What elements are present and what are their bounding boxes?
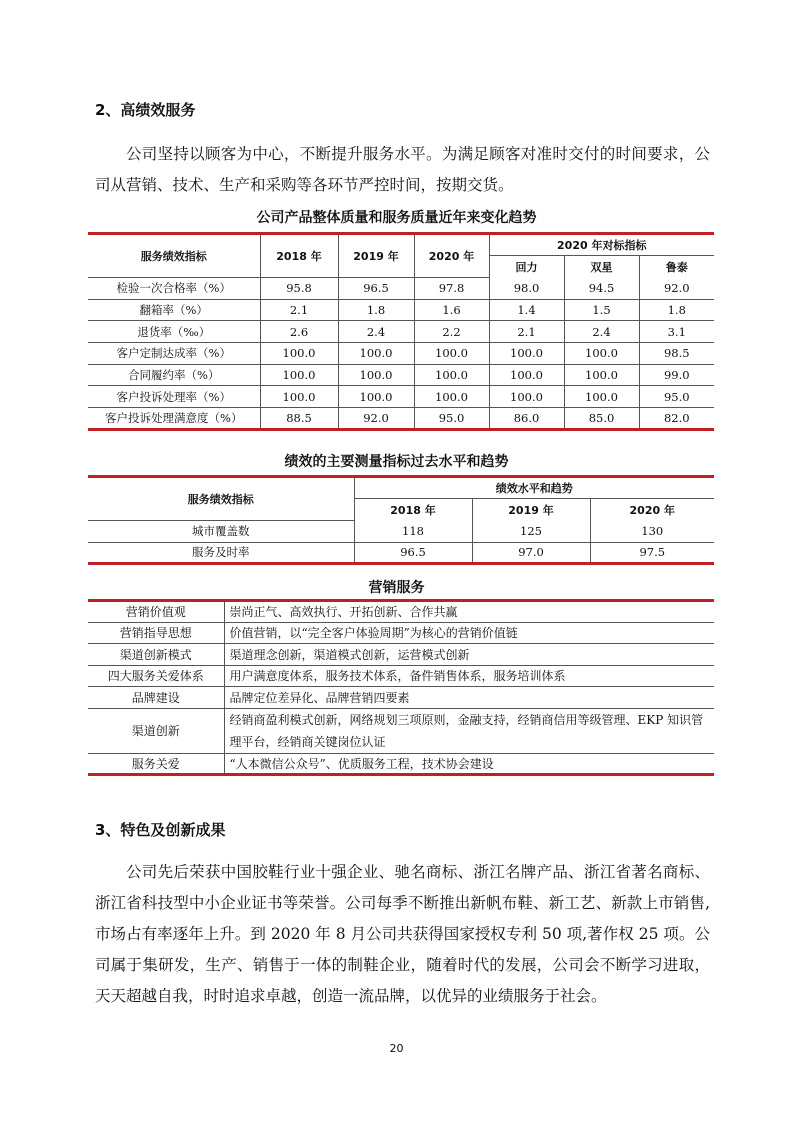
table-2-cell: 96.5: [354, 542, 472, 564]
table-row: [88, 542, 714, 564]
table-1-cell: 92.0: [639, 278, 714, 300]
table-1-header-lutai: 鲁泰: [639, 256, 714, 278]
table-1-cell: 100.0: [414, 343, 489, 365]
table-1-cell: 100.0: [564, 343, 639, 365]
table-2-cell: 130: [590, 521, 714, 543]
table-3-row-label: 渠道创新模式: [88, 644, 224, 666]
table-1-cell: 1.5: [564, 299, 639, 321]
table-2-header-2018: 2018 年: [354, 499, 472, 521]
section-3-heading: 3、特色及创新成果: [95, 821, 226, 839]
table-1-cell: 95.0: [414, 408, 489, 430]
table-1-cell: 1.8: [338, 299, 414, 321]
table-1-cell: 97.8: [414, 278, 489, 300]
section-2-paragraph: 公司坚持以顾客为中心，不断提升服务水平。为满足顾客对准时交付的时间要求，公司从营销、技术、生产和采购等各环节严控时间，按期交货。: [95, 145, 710, 194]
table-1-cell: 2.4: [564, 321, 639, 343]
table-1-cell: 3.1: [639, 321, 714, 343]
performance-trend-table: [88, 475, 714, 565]
table-1-cell: 96.5: [338, 278, 414, 300]
table-1-header-2020: 2020 年: [414, 234, 489, 278]
table-row: [88, 364, 714, 386]
table-3-row-text: “人本微信公众号”、优质服务工程，技术协会建设: [224, 753, 714, 775]
section-2-heading: 2、高绩效服务: [95, 101, 196, 119]
table-1-cell: 100.0: [260, 386, 338, 408]
table-1-cell: 85.0: [564, 408, 639, 430]
table-2-header-indicator: 服务绩效指标: [88, 477, 354, 521]
table-row: [88, 278, 714, 300]
table-row: [88, 321, 714, 343]
table-1-cell: 2.2: [414, 321, 489, 343]
table-3-row-label: 服务关爱: [88, 753, 224, 775]
table-row: [88, 521, 714, 543]
table-row: [88, 622, 714, 644]
table-1-header-indicator: 服务绩效指标: [88, 234, 260, 278]
table-1-cell: 2.6: [260, 321, 338, 343]
table-1-cell: 86.0: [489, 408, 564, 430]
table-1-header-2018: 2018 年: [260, 234, 338, 278]
table-1-cell: 98.0: [489, 278, 564, 300]
table-3-caption: 营销服务: [368, 580, 425, 596]
table-1-cell: 100.0: [489, 364, 564, 386]
table-1-header-huili: 回力: [489, 256, 564, 278]
table-1-cell: 100.0: [489, 343, 564, 365]
table-1-cell: 95.0: [639, 386, 714, 408]
marketing-service-table: [88, 599, 714, 776]
table-3-row-text: 价值营销，以“完全客户体验周期”为核心的营销价值链: [224, 622, 714, 644]
table-1-cell: 100.0: [338, 343, 414, 365]
table-1-cell: 1.4: [489, 299, 564, 321]
table-3-row-label: 四大服务关爱体系: [88, 665, 224, 687]
table-1-row-label: 客户定制达成率（%）: [88, 343, 260, 365]
table-3-row-text: 品牌定位差异化、品牌营销四要素: [224, 687, 714, 709]
table-1-cell: 100.0: [564, 364, 639, 386]
table-1-cell: 100.0: [414, 364, 489, 386]
table-2-header-trend: 绩效水平和趋势: [354, 477, 714, 499]
table-1-cell: 100.0: [338, 386, 414, 408]
table-row: [88, 299, 714, 321]
table-3-row-label: 渠道创新: [88, 708, 224, 753]
table-3-row-text: 经销商盈利模式创新，网络规划三项原则，金融支持，经销商信用等级管理、EKP 知识管理平台，经销商关键岗位认证: [224, 708, 714, 753]
quality-service-table: [88, 232, 714, 431]
table-1-header-shuangxing: 双星: [564, 256, 639, 278]
table-row: [88, 343, 714, 365]
table-1-cell: 2.1: [260, 299, 338, 321]
table-1-row-label: 客户投诉处理率（%）: [88, 386, 260, 408]
table-1-cell: 98.5: [639, 343, 714, 365]
table-3-row-label: 营销指导思想: [88, 622, 224, 644]
table-1-cell: 100.0: [489, 386, 564, 408]
table-2-cell: 97.0: [472, 542, 590, 564]
table-row: [88, 386, 714, 408]
table-1-cell: 2.4: [338, 321, 414, 343]
table-row: [88, 687, 714, 709]
table-row: [88, 665, 714, 687]
table-1-cell: 100.0: [338, 364, 414, 386]
table-1-header-benchmark: 2020 年对标指标: [489, 234, 714, 256]
table-1-row-label: 客户投诉处理满意度（%）: [88, 408, 260, 430]
table-2-cell: 97.5: [590, 542, 714, 564]
table-row: [88, 601, 714, 623]
table-2-row-label: 服务及时率: [88, 542, 354, 564]
table-1-cell: 100.0: [564, 386, 639, 408]
table-3-row-label: 品牌建设: [88, 687, 224, 709]
table-1-row-label: 翻箱率（%）: [88, 299, 260, 321]
table-row: [88, 644, 714, 666]
table-1-cell: 82.0: [639, 408, 714, 430]
table-2-row-label: 城市覆盖数: [88, 521, 354, 543]
table-1-caption: 公司产品整体质量和服务质量近年来变化趋势: [256, 210, 537, 226]
table-1-row-label: 检验一次合格率（%）: [88, 278, 260, 300]
table-1-cell: 1.8: [639, 299, 714, 321]
table-1-cell: 88.5: [260, 408, 338, 430]
table-3-row-text: 用户满意度体系，服务技术体系，备件销售体系，服务培训体系: [224, 665, 714, 687]
table-row: [88, 408, 714, 430]
table-2-cell: 118: [354, 521, 472, 543]
table-3-row-label: 营销价值观: [88, 601, 224, 623]
table-row: [88, 753, 714, 775]
table-1-cell: 2.1: [489, 321, 564, 343]
table-3-row-text: 渠道理念创新，渠道模式创新，运营模式创新: [224, 644, 714, 666]
table-row: [88, 708, 714, 753]
table-1-cell: 94.5: [564, 278, 639, 300]
page-number: 20: [389, 1042, 404, 1055]
table-3-row-text: 崇尚正气、高效执行、开拓创新、合作共赢: [224, 601, 714, 623]
table-1-cell: 95.8: [260, 278, 338, 300]
table-2-cell: 125: [472, 521, 590, 543]
table-1-cell: 92.0: [338, 408, 414, 430]
table-1-cell: 100.0: [260, 343, 338, 365]
table-2-header-2019: 2019 年: [472, 499, 590, 521]
table-1-cell: 99.0: [639, 364, 714, 386]
table-1-row-label: 退货率（‰）: [88, 321, 260, 343]
table-1-row-label: 合同履约率（%）: [88, 364, 260, 386]
table-2-header-2020: 2020 年: [590, 499, 714, 521]
table-1-header-2019: 2019 年: [338, 234, 414, 278]
table-1-cell: 100.0: [260, 364, 338, 386]
table-1-cell: 1.6: [414, 299, 489, 321]
table-2-caption: 绩效的主要测量指标过去水平和趋势: [284, 454, 509, 470]
table-1-cell: 100.0: [414, 386, 489, 408]
section-3-paragraph: 公司先后荣获中国胶鞋行业十强企业、驰名商标、浙江名牌产品、浙江省著名商标、浙江省科技型中小企业证书等荣誉。公司每季不断推出新帆布鞋、新工艺、新款上市销售,市场占有率逐年上升。到 2020 年 8 月公司共获得国家授权专利 50 项,著作权 25 项。公司属于集研发，生产、销售于一体的制鞋企业，随着时代的发展，公司会不断学习进取，天天超越自我，时时追求卓越，创造一流品牌，以优异的业绩服务于社会。: [95, 863, 710, 1005]
